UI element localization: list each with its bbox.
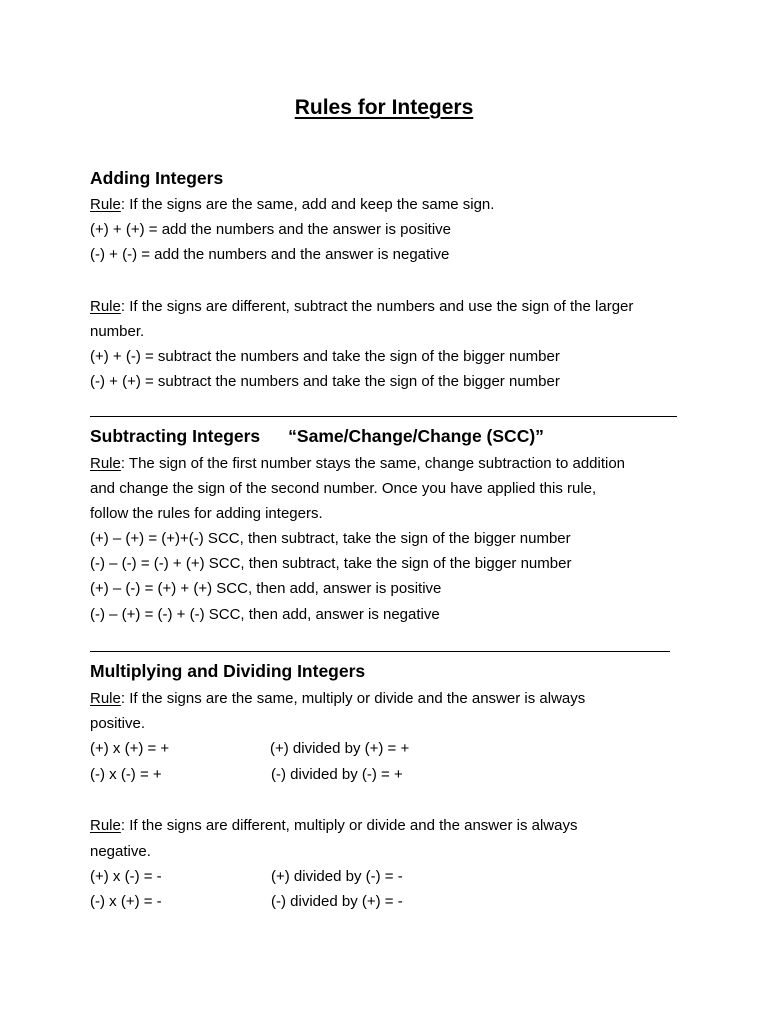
- multiply-example-4: (-) x (+) = -: [90, 893, 162, 910]
- divide-example-2: (-) divided by (-) = +: [271, 766, 403, 783]
- multiplying-rule-2: [90, 817, 577, 834]
- adding-example-4: (-) + (+) = subtract the numbers and take the sign of the bigger number: [90, 373, 560, 390]
- adding-rule-1: [90, 196, 494, 213]
- rule-text: : The sign of the first number stays the same, change subtraction to addition: [120, 455, 626, 472]
- page-title: Rules for Integers: [294, 96, 474, 119]
- divide-example-1: (+) divided by (+) = +: [270, 740, 410, 757]
- rule-text: : If the signs are the same, multiply or divide and the answer is always: [120, 690, 586, 707]
- scc-heading-text: “Same/Change/Change (SCC)”: [288, 426, 544, 446]
- rule-label: Rule: [90, 455, 121, 472]
- multiplying-rule-1: [90, 690, 585, 707]
- rule-text: : If the signs are different, multiply or divide and the answer is always: [120, 817, 578, 834]
- subtracting-rule-continued-2: follow the rules for adding integers.: [90, 505, 323, 522]
- subtracting-rule: [90, 455, 625, 472]
- subtracting-rule-continued-1: and change the sign of the second number. Once you have applied this rule,: [90, 480, 597, 497]
- adding-example-3: (+) + (-) = subtract the numbers and take the sign of the bigger number: [90, 348, 560, 365]
- subtracting-heading-text: Subtracting Integers: [90, 426, 261, 446]
- rule-label: Rule: [90, 298, 121, 315]
- section-divider: [90, 651, 670, 652]
- adding-example-2: (-) + (-) = add the numbers and the answer is negative: [90, 246, 450, 263]
- subtracting-example-3: (+) – (-) = (+) + (+) SCC, then add, answer is positive: [90, 580, 442, 597]
- multiplying-rule-2-continued: negative.: [90, 843, 151, 860]
- divide-example-3: (+) divided by (-) = -: [271, 868, 403, 885]
- rule-label: Rule: [90, 690, 121, 707]
- rule-text: : If the signs are the same, add and keep the same sign.: [120, 196, 495, 213]
- multiply-example-1: (+) x (+) = +: [90, 740, 170, 757]
- adding-rule-2: [90, 298, 633, 315]
- rule-label: Rule: [90, 817, 121, 834]
- multiply-example-2: (-) x (-) = +: [90, 766, 162, 783]
- subtracting-integers-heading: [90, 426, 544, 447]
- rule-text: : If the signs are different, subtract the numbers and use the sign of the larger: [120, 298, 634, 315]
- divide-example-4: (-) divided by (+) = -: [271, 893, 403, 910]
- subtracting-example-4: (-) – (+) = (-) + (-) SCC, then add, answer is negative: [90, 606, 440, 623]
- section-divider: [90, 416, 677, 417]
- multiply-example-3: (+) x (-) = -: [90, 868, 162, 885]
- subtracting-example-2: (-) – (-) = (-) + (+) SCC, then subtract, take the sign of the bigger number: [90, 555, 572, 572]
- adding-example-1: (+) + (+) = add the numbers and the answer is positive: [90, 221, 452, 238]
- multiplying-dividing-heading: Multiplying and Dividing Integers: [90, 661, 366, 681]
- adding-rule-2-continued: number.: [90, 323, 145, 340]
- multiplying-rule-1-continued: positive.: [90, 715, 146, 732]
- adding-integers-heading: Adding Integers: [90, 168, 224, 188]
- rule-label: Rule: [90, 196, 121, 213]
- subtracting-example-1: (+) – (+) = (+)+(-) SCC, then subtract, take the sign of the bigger number: [90, 530, 571, 547]
